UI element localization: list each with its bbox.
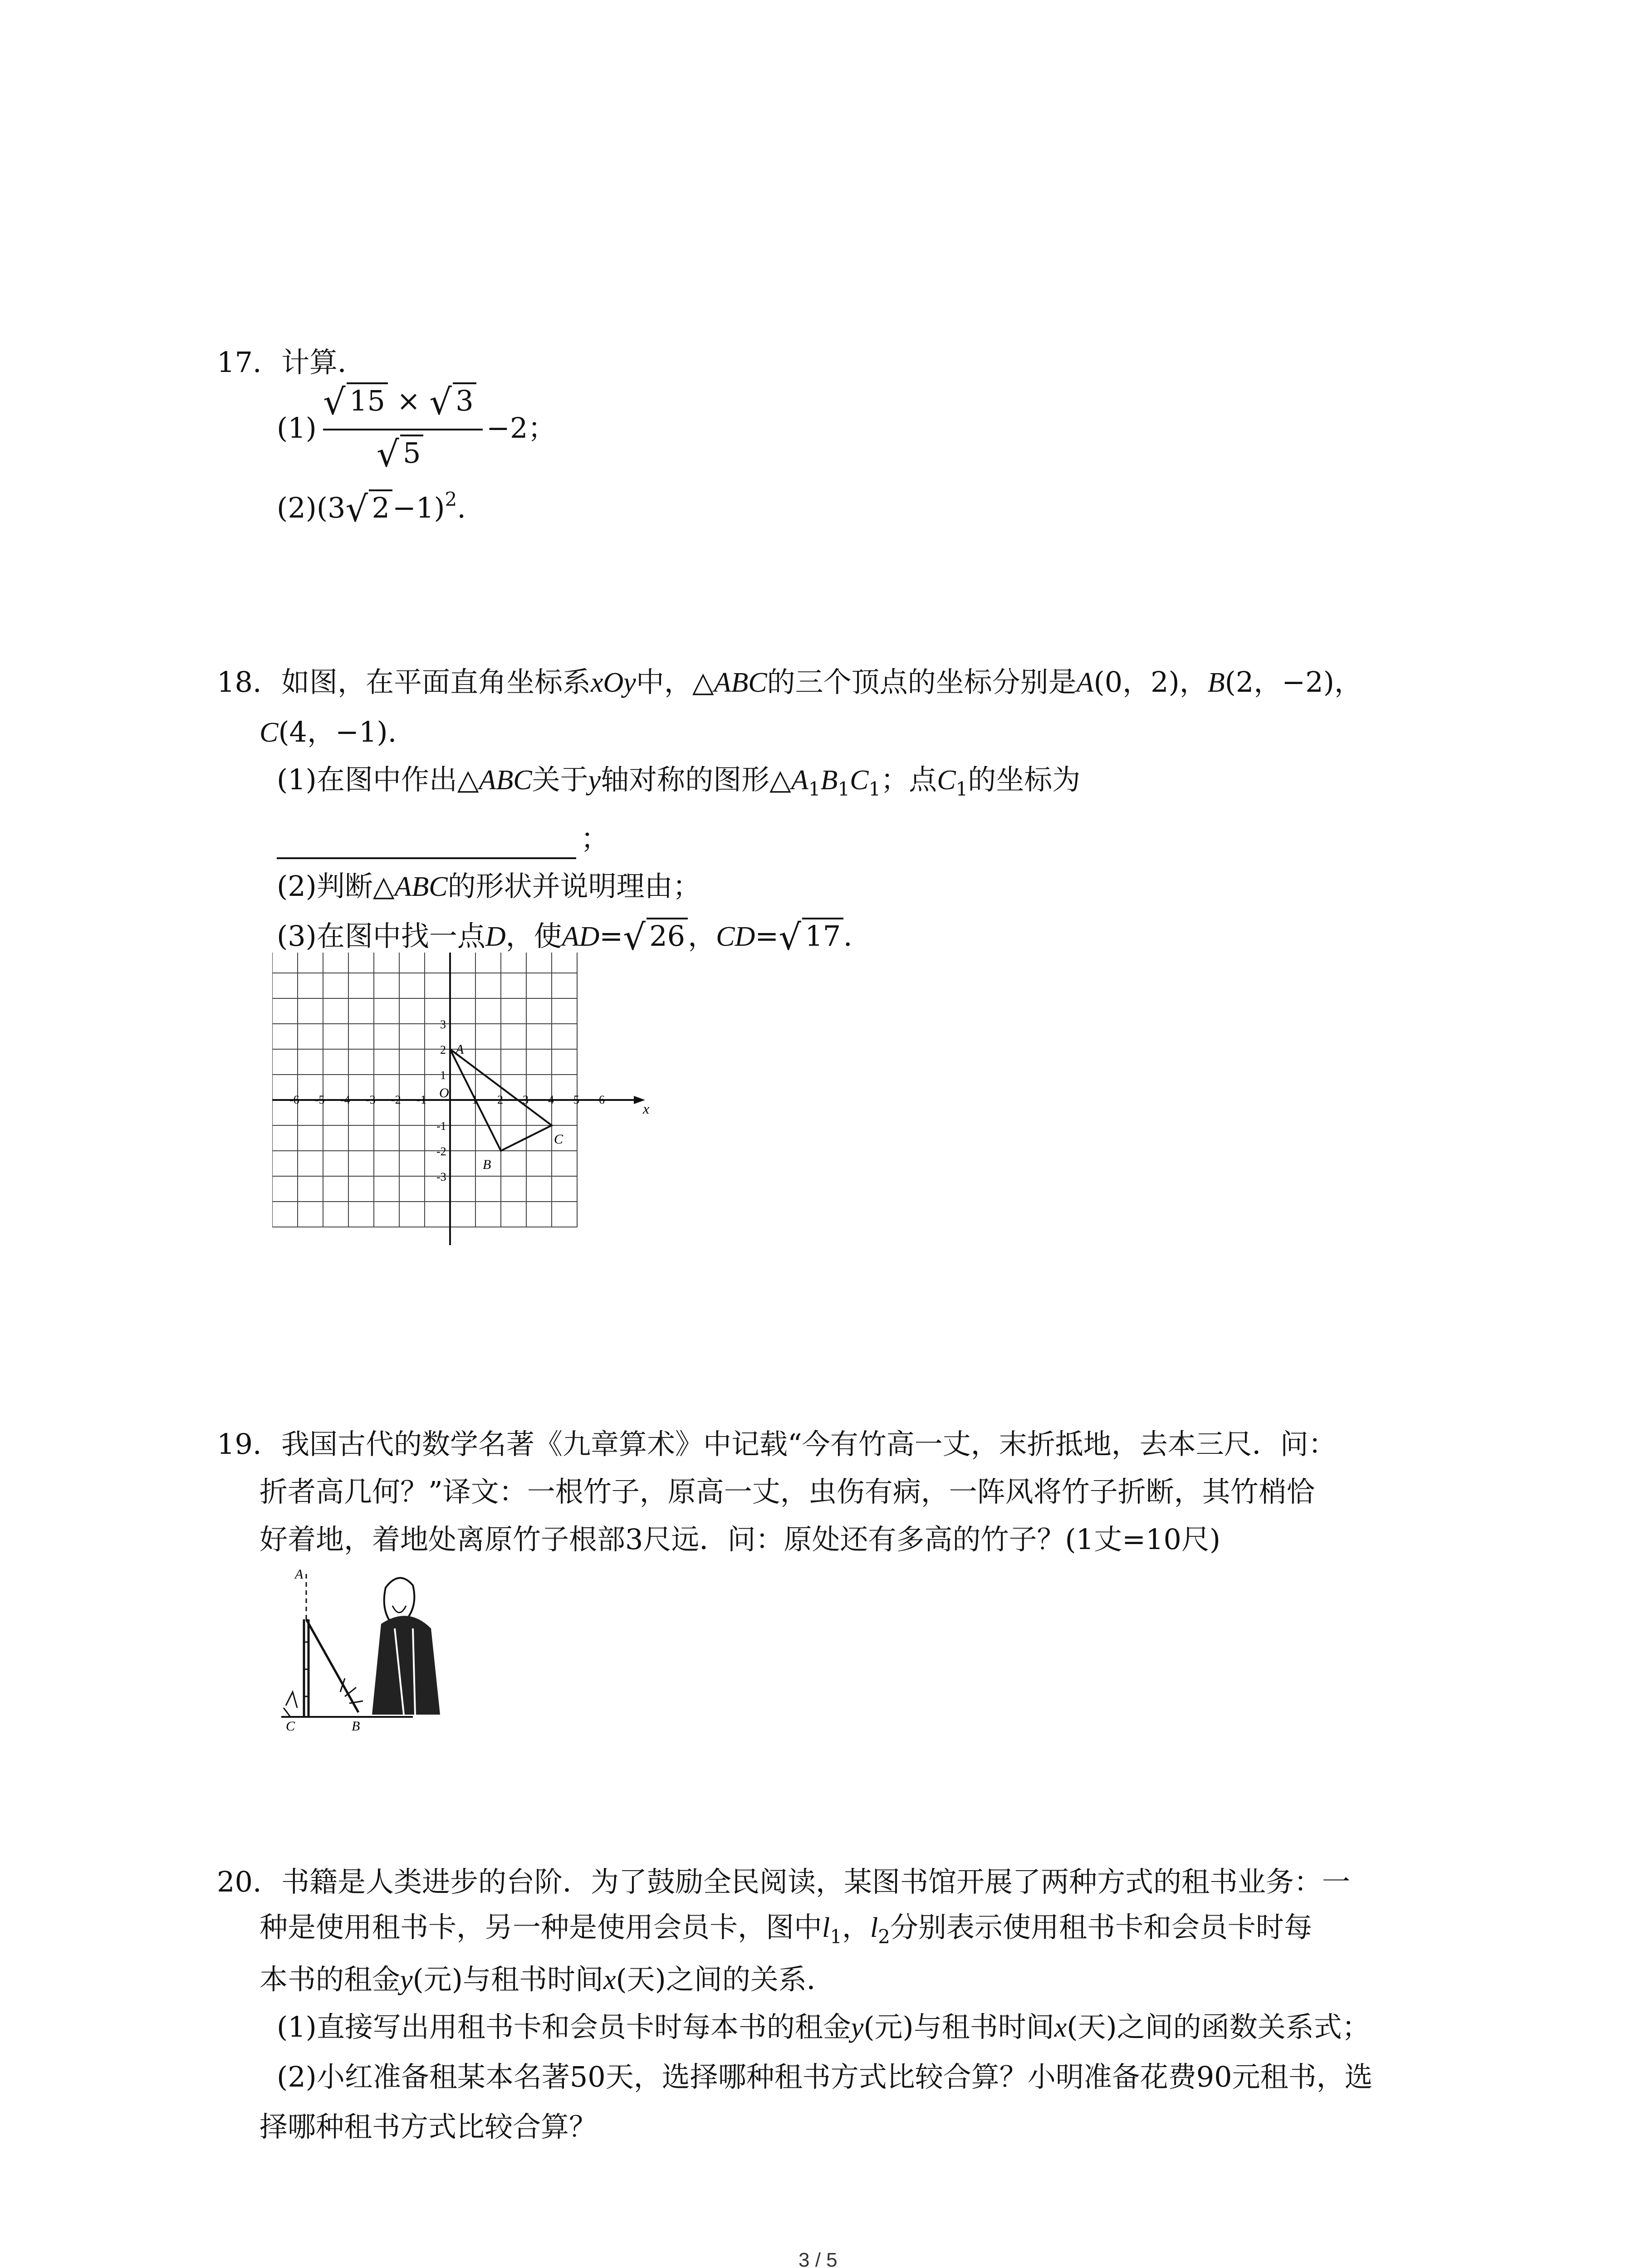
x-tick-label: -5: [315, 1093, 325, 1106]
q19-line1: 我国古代的数学名著《九章算术》中记载“今有竹高一丈，末折抵地，去本三尺．问：: [281, 1427, 1337, 1461]
q18-part2: (2)判断△ABC的形状并说明理由；: [277, 870, 701, 903]
q19-label-c: C: [286, 1719, 295, 1733]
x-tick-label: 6: [599, 1093, 605, 1106]
x-tick-label: -6: [289, 1093, 299, 1106]
q20-part1: (1)直接写出用租书卡和会员卡时每本书的租金y(元)与租书时间x(天)之间的函数关系式；: [277, 2010, 1370, 2043]
q18-number: 18.: [217, 665, 262, 699]
x-tick-label: 5: [573, 1093, 579, 1106]
q19-line3: 好着地，着地处离原竹子根部3尺远．问：原处还有多高的竹子？(1丈=10尺): [260, 1523, 1221, 1556]
q20-part2-line2: 择哪种租书方式比较合算？: [260, 2110, 598, 2143]
q20-number: 20.: [217, 1865, 262, 1898]
q19-label-b: B: [352, 1719, 360, 1733]
q18-line1: 如图，在平面直角坐标系xOy中，△ABC的三个顶点的坐标分别是A(0，2)，B(2，−2)，: [281, 665, 1362, 699]
q17-number: 17.: [217, 346, 262, 379]
origin-label: O: [439, 1085, 449, 1100]
q17-part2: (2)(3 √ 2−1)$^2$.: [277, 488, 466, 530]
q19-bamboo-illustration: [277, 1560, 467, 1733]
q17-part1-tail: −2；: [486, 411, 556, 445]
q17-part1-label: (1): [277, 411, 317, 445]
q18-line2: C(4，−1).: [260, 715, 397, 748]
point-label-b: B: [483, 1157, 491, 1172]
q20-line2: 种是使用租书卡，另一种是使用会员卡，图中$l_1$，$l_2$分别表示使用租书卡和会员卡时每: [260, 1911, 1312, 1948]
q17-fraction-bar: [323, 429, 483, 430]
q20-part2-line1: (2)小红准备租某本名著50天，选择哪种租书方式比较合算？小明准备花费90元租书，选: [277, 2060, 1373, 2093]
x-tick-label: -4: [340, 1093, 350, 1106]
y-tick-label: -3: [436, 1170, 446, 1183]
y-tick-label: 1: [440, 1069, 446, 1082]
q19-label-a: A: [295, 1567, 304, 1582]
x-tick-label: -3: [366, 1093, 376, 1106]
page-number: 3 / 5: [798, 2249, 838, 2268]
q17-part1-denominator: √ 5: [377, 435, 423, 471]
y-tick-label: -1: [436, 1119, 446, 1133]
y-tick-label: 2: [440, 1043, 446, 1056]
x-tick-label: -1: [416, 1093, 426, 1106]
q19-line2: 折者高几何？”译文：一根竹子，原高一丈，虫伤有病，一阵风将竹子折断，其竹梢恰: [260, 1475, 1315, 1508]
q17-part1-numerator: √ 15 × √ 3: [323, 383, 476, 419]
q18-coordinate-grid: [272, 953, 681, 1252]
q18-part3: (3)在图中找一点D，使AD= √ 26，CD= √ 17．: [277, 917, 872, 958]
x-tick-label: 1: [472, 1093, 478, 1106]
x-axis-label: x: [643, 1100, 650, 1117]
q18-blank-end: ；: [581, 822, 609, 855]
q18-part1: (1)在图中作出△ABC关于y轴对称的图形$\triangle A_1B_1C_1$；点$C_1$的坐标为: [277, 763, 1081, 800]
q20-line1: 书籍是人类进步的台阶．为了鼓励全民阅读，某图书馆开展了两种方式的租书业务：一: [281, 1865, 1351, 1898]
q20-line3: 本书的租金y(元)与租书时间x(天)之间的关系．: [260, 1963, 835, 1996]
q17-stem: 计算．: [281, 346, 366, 379]
x-tick-label: -2: [391, 1093, 401, 1106]
x-tick-label: 4: [548, 1093, 554, 1106]
point-label-a: A: [456, 1042, 464, 1057]
point-label-c: C: [554, 1132, 563, 1147]
y-tick-label: -2: [436, 1145, 446, 1158]
q18-answer-blank[interactable]: [277, 857, 576, 859]
y-tick-label: 3: [440, 1018, 446, 1031]
q19-number: 19.: [217, 1427, 262, 1461]
x-tick-label: 3: [523, 1093, 529, 1106]
x-tick-label: 2: [497, 1093, 503, 1106]
